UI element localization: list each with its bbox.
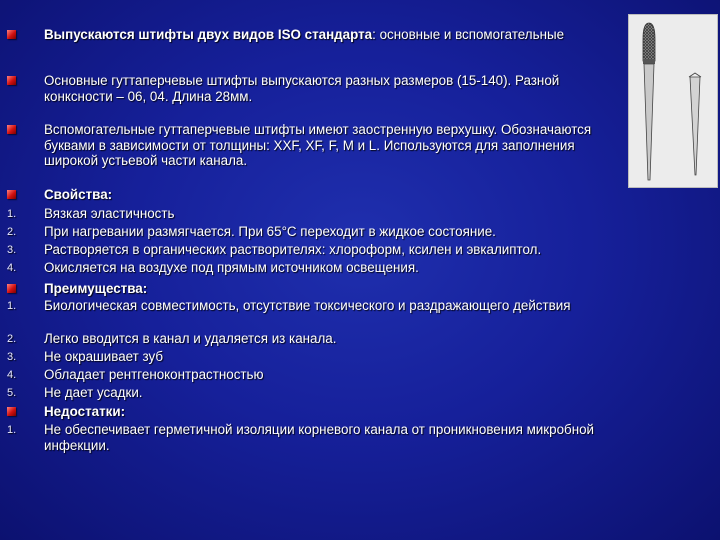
list-number: 2. bbox=[7, 226, 17, 238]
list-item: Легко вводится в канал и удаляется из канала. bbox=[44, 331, 337, 346]
list-number: 1. bbox=[7, 424, 17, 436]
list-number: 4. bbox=[7, 369, 17, 381]
list-item: Окисляется на воздухе под прямым источником освещения. bbox=[44, 260, 419, 275]
advantages-heading: Преимущества: bbox=[44, 281, 148, 296]
list-item: Не дает усадки. bbox=[44, 385, 143, 400]
intro-paragraph bbox=[44, 27, 624, 43]
list-number: 3. bbox=[7, 351, 17, 363]
list-number: 1. bbox=[7, 300, 17, 312]
list-number: 5. bbox=[7, 387, 17, 399]
gutta-percha-points-image bbox=[628, 14, 718, 188]
list-item: При нагревании размягчается. При 65°С переходит в жидкое состояние. bbox=[44, 224, 496, 239]
bullet-icon bbox=[7, 76, 16, 85]
list-item: Обладает рентгеноконтрастностью bbox=[44, 367, 264, 382]
disadvantages-heading: Недостатки: bbox=[44, 404, 126, 419]
bullet-icon bbox=[7, 190, 16, 199]
list-item: Растворяется в органических растворителях: хлороформ, ксилен и эвкалиптол. bbox=[44, 242, 542, 257]
gutta-percha-points-illustration bbox=[629, 15, 717, 187]
list-number: 3. bbox=[7, 244, 17, 256]
bullet-icon bbox=[7, 125, 16, 134]
list-item: Не обеспечивает герметичной изоляции корневого канала от проникновения микробной инфекции. bbox=[44, 422, 595, 453]
properties-heading: Свойства: bbox=[44, 187, 113, 202]
bullet-icon bbox=[7, 407, 16, 416]
list-item: Вязкая эластичность bbox=[44, 206, 175, 221]
list-number: 2. bbox=[7, 333, 17, 345]
main-pins-paragraph: Основные гуттаперчевые штифты выпускаются разных размеров (15-140). Разной конксности – 06, 04. Длина 28мм. bbox=[44, 73, 560, 104]
bullet-icon bbox=[7, 284, 16, 293]
list-item: Не окрашивает зуб bbox=[44, 349, 164, 364]
auxiliary-pins-paragraph: Вспомогательные гуттаперчевые штифты имеют заостренную верхушку. Обозначаются буквами в зависимости от толщины: XXF, XF, F, M и L. Используются для заполнения широкой устьевой части канала. bbox=[44, 122, 592, 168]
intro-bold: Выпускаются штифты двух видов ISO стандарта bbox=[44, 27, 373, 42]
list-number: 4. bbox=[7, 262, 17, 274]
bullet-icon bbox=[7, 30, 16, 39]
list-item: Биологическая совместимость, отсутствие токсического и раздражающего действия bbox=[44, 298, 571, 313]
list-number: 1. bbox=[7, 208, 17, 220]
intro-rest: : основные и вспомогательные bbox=[372, 27, 565, 42]
